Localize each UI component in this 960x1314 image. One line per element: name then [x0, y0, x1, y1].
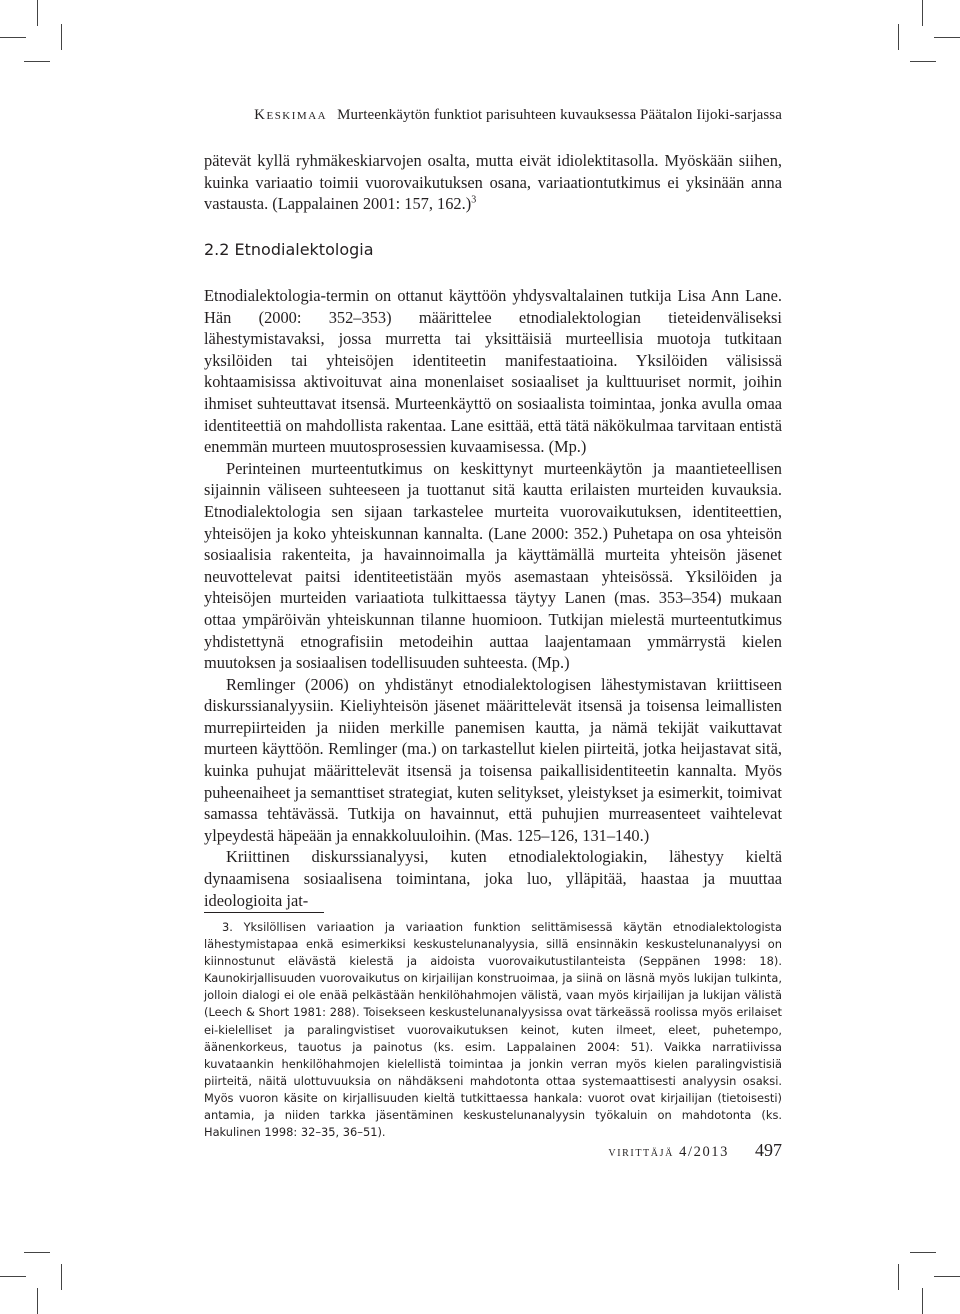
crop-mark — [61, 24, 62, 50]
footnote-ref: 3 — [471, 194, 477, 206]
crop-mark — [61, 1264, 62, 1290]
crop-mark — [24, 1252, 50, 1253]
page-number: 497 — [755, 1140, 782, 1160]
intro-block — [204, 150, 782, 215]
section-body — [204, 285, 782, 911]
crop-mark — [934, 1276, 960, 1277]
intro-paragraph — [204, 150, 782, 215]
footnote-rule — [204, 912, 324, 913]
crop-mark — [922, 1288, 923, 1314]
section-heading: 2.2 Etnodialektologia — [204, 240, 374, 259]
paragraph: Kriittinen diskurssianalyysi, kuten etnodialektologiakin, lähestyy kieltä dynaamisena sosiaalisena toimintana, joka luo, ylläpitää, haastaa ja muuttaa ideologioita jat- — [204, 847, 782, 910]
page-footer — [0, 1140, 782, 1161]
crop-mark — [0, 1276, 26, 1277]
paragraph: Etnodialektologia-termin on ottanut käyttöön yhdysvaltalainen tutkija Lisa Ann Lane. Hän (2000: 352–353) määrittelee etnodialektologian tieteidenväliseksi lähestymistavaksi, jossa murretta tai yksittäisiä murteellisia muotoja tutkitaan yksilöiden tai yhteisöjen identiteetin manifestaatioina. Yksilöiden välisissä kohtaamisissa aktivoituvat aina monenlaiset sosiaaliset ja kulttuuriset normit, joihin ihmiset suhteuttavat itsensä. Murteenkäyttö on sosiaalista toimintaa, jonka avulla omaa identiteettiä on mahdollista rakentaa. Lane esittää, että tätä näkökulmaa tarvitaan entistä enemmän murteen muutosprosessien kuvaamisessa. (Mp.) — [204, 286, 782, 457]
crop-mark — [910, 1252, 936, 1253]
footnote-text: 3. Yksilöllisen variaation ja variaation funktion selittämisessä käytän etnodialektologista lähestymistapaa enkä esimerkiksi keskustelunanalyysia, sillä ensinnäkin keskustelunanalyysi on kiinnostunut elävästä kielestä ja aidoista vuorovaikutustilanteista (Seppänen 1998: 18). Kaunokirjallisuuden vuorovaikutus on kirjailijan konstruoimaa, ja siinä on läsnä myös lukijan tulkinta, jolloin dialogi ei ole enää pelkästään henkilöhahmojen välistä, vaan myös kirjailijan ja lukijan välistä (Leech & Short 1981: 288). Toisekseen keskustelunanalyysissa ovat tärkeässä roolissa myös erilaiset ei-kielelliset ja paralingvistiset vuorovaikutuksen keinot, kuten ilmeet, eleet, puhetempo, äänenkorkeus, tauotus ja painotus (ks. esim. Lappalainen 2004: 51). Vaikka narratiivissa kuvataankin henkilöhahmojen kielellistä toimintaa ja jonkin verran myös kielen paralingvistisiä piirteitä, näitä ulottuvuuksia on nähdäkseni mahdotonta ottaa systemaattisesti analyysin osaksi. Myös vuoron käsite on kirjallisuuden kieltä tutkittaessa hankala: vuorot ovat kirjailijan (tietoisesti) antamia, ja niiden tarkka jäsentäminen keskustelunanalyysin työkaluin on mahdotonta (ks. Hakulinen 1998: 32–35, 36–51). — [204, 920, 782, 1140]
crop-mark — [898, 1264, 899, 1290]
paragraph: Perinteinen murteentutkimus on keskittynyt murteenkäytön ja maantieteellisen sijainnin väliseen suhteeseen ja tuottanut sitä kautta erilaisten murteiden kuvauksia. Etnodialektologia sen sijaan tarkastelee murteita vuorovaikutuksen, identiteettien, yhteisöjen ja koko yhteiskunnan kannalta. (Lane 2000: 352.) Puhetapa on osa yhteisön sosiaalisia rakenteita, ja havainnoimalla ja käyttämällä murteita yhteisön jäsenet neuvottelevat paitsi identiteetistään myös asemastaan yhteisössä. Yksilöiden ja yhteisöjen murteiden variaatiota tulkittaessa täytyy Lanen (mas. 353–354) mukaan ottaa ympäröivän yhteiskunnan tilanne huomioon. Tutkijan mielestä murteentutkimus yhdistettynä etnografisiin metodeihin auttaa laajentamaan ymmärrystä kielen muutoksen ja sosiaalisen todellisuuden suhteesta. (Mp.) — [204, 458, 782, 673]
running-header — [0, 107, 782, 124]
crop-mark — [910, 61, 936, 62]
crop-mark — [0, 37, 26, 38]
header-author: Keskimaa — [254, 107, 328, 123]
crop-mark — [37, 1288, 38, 1314]
intro-text: pätevät kyllä ryhmäkeskiarvojen osalta, mutta eivät idiolektitasolla. Myöskään siihen, kuinka variaatio toimii vuorovaikutuksen osana, variaationtutkimus ei yksinään anna vastausta. (Lappalainen 2001: 157, 162.) — [204, 151, 782, 214]
footnote — [204, 919, 782, 1141]
crop-mark — [24, 61, 50, 62]
crop-mark — [922, 0, 923, 26]
crop-mark — [37, 0, 38, 26]
crop-mark — [898, 24, 899, 50]
journal-name: virittäjä 4/2013 — [608, 1144, 729, 1160]
paragraph: Remlinger (2006) on yhdistänyt etnodialektologisen lähestymistavan kriittiseen diskurssianalyysiin. Kieliyhteisön jäsenet määrittelevät itsensä ja toisensa leimallisten murrepiirteiden ja niiden merkille panemisen kautta, ja nämä tekijät vaikuttavat murteen käyttöön. Remlinger (ma.) on tarkastellut kielen piirteitä, jotka heijastavat sitä, kuinka puhujat määrittelevät itsensä ja toisensa paikallisidentiteetin kannalta. Myös puheenaiheet ja semanttiset strategiat, kuten selitykset, yleistykset ja esimerkit, toimivat samassa tehtävässä. Tutkija on havainnut, että puhujien murreasenteet vaihtelevat ylpeydestä häpeään ja ennakkoluuloihin. (Mas. 125–126, 131–140.) — [204, 674, 782, 845]
crop-mark — [934, 37, 960, 38]
header-title: Murteenkäytön funktiot parisuhteen kuvauksessa Päätalon Iijoki-sarjassa — [337, 107, 782, 123]
